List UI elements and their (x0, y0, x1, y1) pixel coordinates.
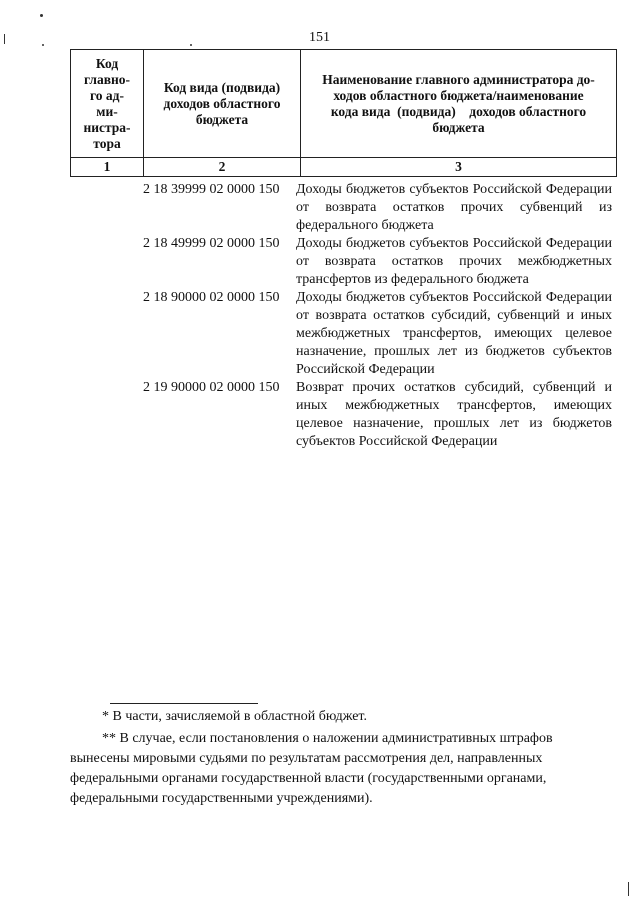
header-col3-line: кода вида (подвида) доходов областного (330, 103, 587, 119)
header-table (70, 49, 617, 177)
header-col1-line: го ад- (90, 87, 124, 103)
scan-speck (40, 14, 43, 17)
header-col-admin-code (71, 50, 144, 158)
column-number-3: 3 (301, 158, 617, 177)
header-col2-line: бюджета (195, 111, 249, 127)
header-col3-line: Наименование главного администратора до- (322, 71, 595, 87)
header-col1-line: ми- (96, 103, 118, 119)
scan-speck (42, 44, 44, 46)
scan-speck (190, 44, 192, 46)
header-col2-line: доходов областного (163, 95, 281, 111)
header-col3-line: ходов областного бюджета/наименование (333, 87, 584, 103)
scan-edge-mark (4, 34, 5, 44)
income-description: Доходы бюджетов субъектов Российской Федерации от возврата остатков прочих межбюджетных трансфертов из федерального бюджета (296, 236, 612, 287)
table-row (143, 181, 616, 235)
income-description: Возврат прочих остатков субсидий, субвенций и иных межбюджетных трансфертов, имеющих целевое назначение, прошлых лет из бюджетов субъектов Российской Федерации (296, 380, 612, 449)
header-col1-line: главно- (83, 71, 131, 87)
header-col-income-code (144, 50, 301, 158)
header-col1-line: Код (95, 55, 119, 71)
header-col1-line: нистра- (83, 119, 131, 135)
income-description: Доходы бюджетов субъектов Российской Федерации от возврата остатков субсидий, субвенций и иных межбюджетных трансфертов, имеющих целевое назначение, прошлых лет из бюджетов субъектов Российской Федерации (296, 290, 612, 377)
column-number-2: 2 (144, 158, 301, 177)
scan-edge-mark (628, 882, 629, 896)
page-number: 151 (309, 30, 330, 45)
header-col1-line: тора (93, 135, 121, 151)
header-col-name (301, 50, 617, 158)
income-code: 2 19 90000 02 0000 150 (143, 380, 280, 395)
footnote-divider (110, 703, 258, 704)
income-code: 2 18 39999 02 0000 150 (143, 182, 280, 197)
header-col2-line: Код вида (подвида) (163, 79, 281, 95)
table-row (143, 235, 616, 289)
table-row (143, 379, 616, 451)
income-description: Доходы бюджетов субъектов Российской Федерации от возврата остатков прочих субвенций из федерального бюджета (296, 182, 612, 233)
header-col3-line: бюджета (432, 119, 485, 135)
footnote-1: * В части, зачисляемой в областной бюджет. (102, 709, 368, 724)
income-code: 2 18 90000 02 0000 150 (143, 290, 280, 305)
footnote-2: ** В случае, если постановления о наложении административных штрафов вынесены мировыми судьями по результатам рассмотрения дел, направленных федеральными органами государственной власти (государственными органами, федеральными государственными учреждениями). (70, 731, 553, 806)
table-row (143, 289, 616, 379)
income-rows (143, 181, 616, 451)
income-code: 2 18 49999 02 0000 150 (143, 236, 280, 251)
column-number-1: 1 (71, 158, 144, 177)
